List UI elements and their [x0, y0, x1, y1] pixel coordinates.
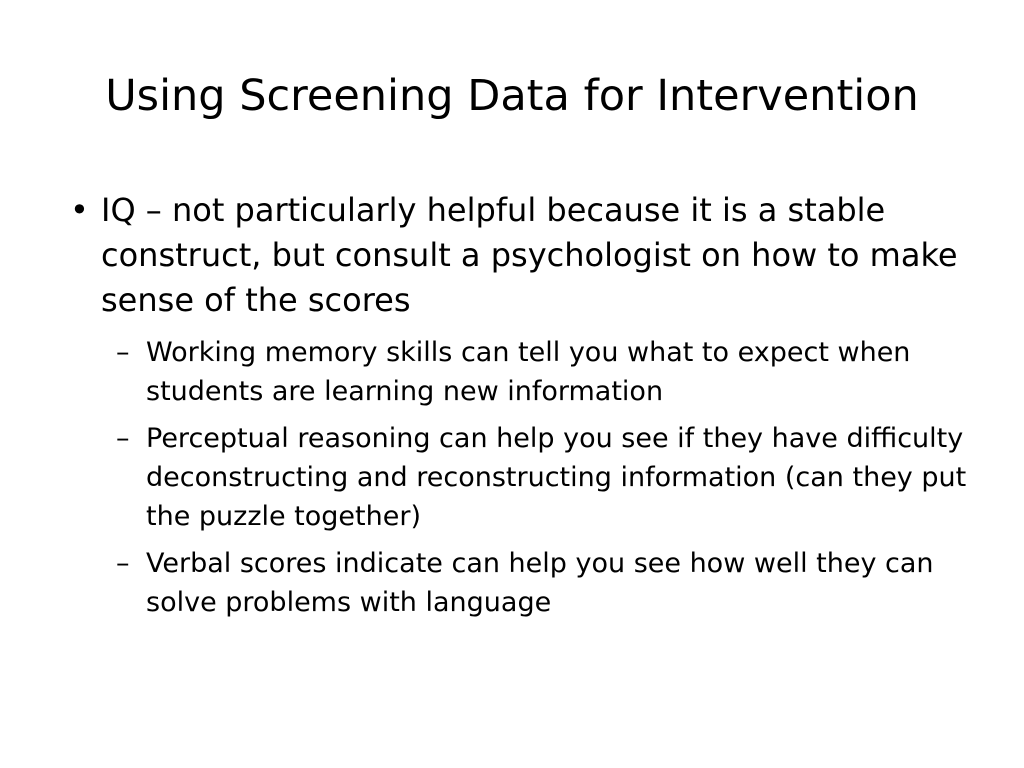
sub-bullet-marker: –	[116, 423, 130, 454]
sub-bullet-marker: –	[116, 548, 130, 579]
bullet-marker: •	[70, 191, 89, 229]
sub-bullet-item	[116, 419, 980, 536]
sub-bullet-text: Perceptual reasoning can help you see if they have difficulty deconstructing and reconstructing information (can they put the puzzle together)	[146, 423, 967, 532]
bullet-item	[70, 188, 980, 323]
bullet-text: IQ – not particularly helpful because it is a stable construct, but consult a psychologist on how to make sense of the scores	[101, 191, 958, 319]
sub-bullet-text: Working memory skills can tell you what to expect when students are learning new information	[146, 337, 911, 407]
slide-title: Using Screening Data for Intervention	[105, 71, 919, 121]
slide-body	[70, 188, 980, 630]
sub-bullet-marker: –	[116, 337, 130, 368]
sub-bullet-item	[116, 544, 980, 622]
sub-bullet-item	[116, 333, 980, 411]
sub-bullet-text: Verbal scores indicate can help you see how well they can solve problems with language	[146, 548, 934, 618]
